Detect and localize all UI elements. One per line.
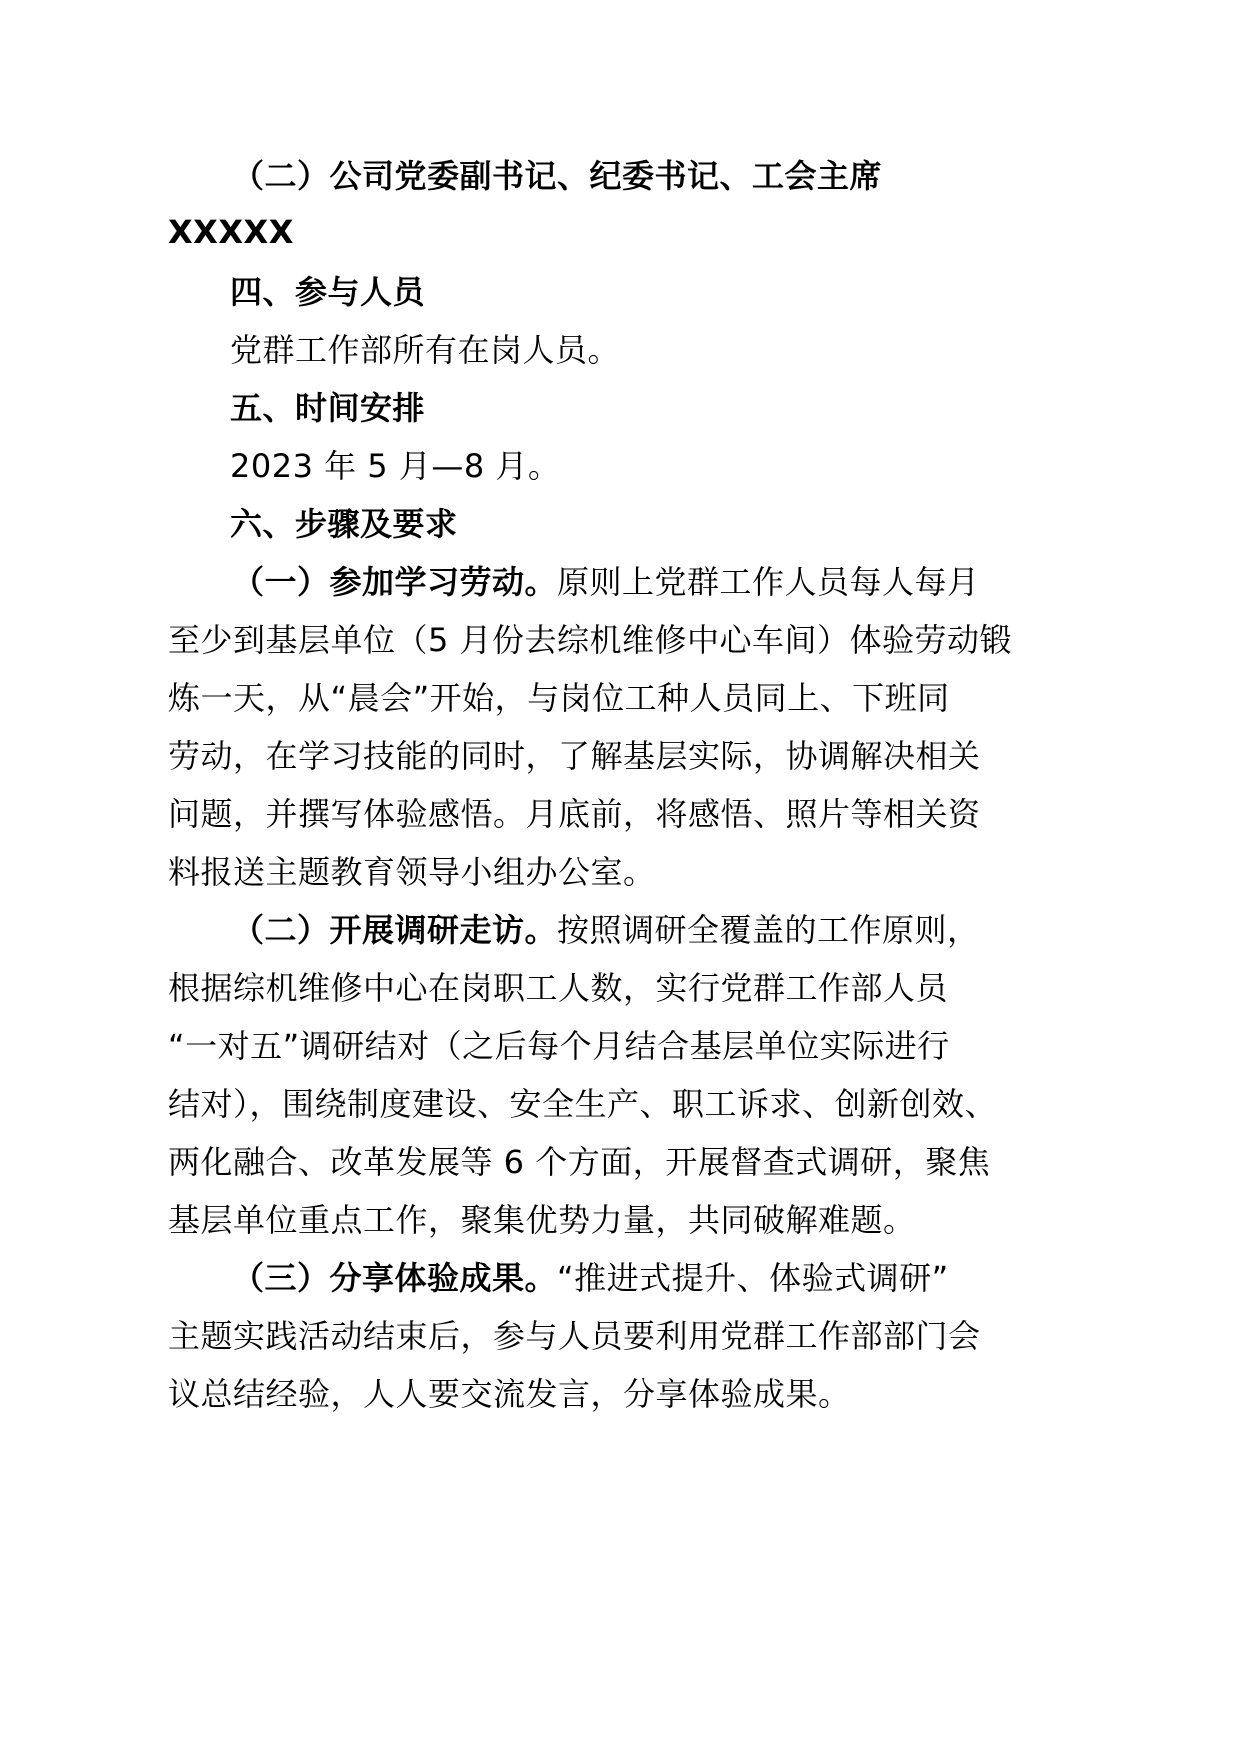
item-3-line: 议总结经验，人人要交流发言，分享体验成果。 xyxy=(168,1375,851,1413)
item-1-first-text: 原则上党群工作人员每人每月 xyxy=(557,563,980,601)
item-2-line: 基层单位重点工作，聚集优势力量，共同破解难题。 xyxy=(168,1201,916,1239)
item-2-lead: （二）开展调研走访。 xyxy=(232,911,558,949)
item-3-lead: （三）分享体验成果。 xyxy=(232,1259,558,1297)
item-2-line: “一对五”调研结对（之后每个月结合基层单位实际进行 xyxy=(168,1027,950,1065)
item-1-line: 问题，并撰写体验感悟。月底前，将感悟、照片等相关资 xyxy=(168,795,981,833)
section-4-body: 党群工作部所有在岗人员。 xyxy=(230,331,621,369)
item-1-line: 炼一天，从“晨会”开始，与岗位工种人员同上、下班同 xyxy=(168,679,950,717)
item-1-lead: （一）参加学习劳动。 xyxy=(232,563,558,601)
section-6-heading: 六、步骤及要求 xyxy=(230,505,458,543)
item-1-line: 料报送主题教育领导小组办公室。 xyxy=(168,853,656,891)
item-1-line: 至少到基层单位（5 月份去综机维修中心车间）体验劳动锻 xyxy=(168,621,1013,659)
section-5-body: 2023 年 5 月—8 月。 xyxy=(230,447,561,485)
item-2-line: 根据综机维修中心在岗职工人数，实行党群工作部人员 xyxy=(168,969,949,1007)
item-3-first-text: “推进式提升、体验式调研” xyxy=(557,1259,949,1297)
item-1-first-line xyxy=(232,558,980,606)
leader-name: XXXXX xyxy=(168,213,294,251)
item-2-line: 结对），围绕制度建设、安全生产、职工诉求、创新创效、 xyxy=(168,1085,998,1123)
item-3-first-line xyxy=(232,1254,949,1302)
section-4-heading: 四、参与人员 xyxy=(230,273,426,311)
item-2-first-text: 按照调研全覆盖的工作原则， xyxy=(557,911,980,949)
item-1-line: 劳动，在学习技能的同时，了解基层实际，协调解决相关 xyxy=(168,737,981,775)
leader-heading: （二）公司党委副书记、纪委书记、工会主席 xyxy=(232,157,883,195)
item-2-first-line xyxy=(232,906,980,954)
section-5-heading: 五、时间安排 xyxy=(230,389,426,427)
item-2-line: 两化融合、改革发展等 6 个方面，开展督查式调研，聚焦 xyxy=(168,1143,991,1181)
item-3-line: 主题实践活动结束后，参与人员要利用党群工作部部门会 xyxy=(168,1317,981,1355)
